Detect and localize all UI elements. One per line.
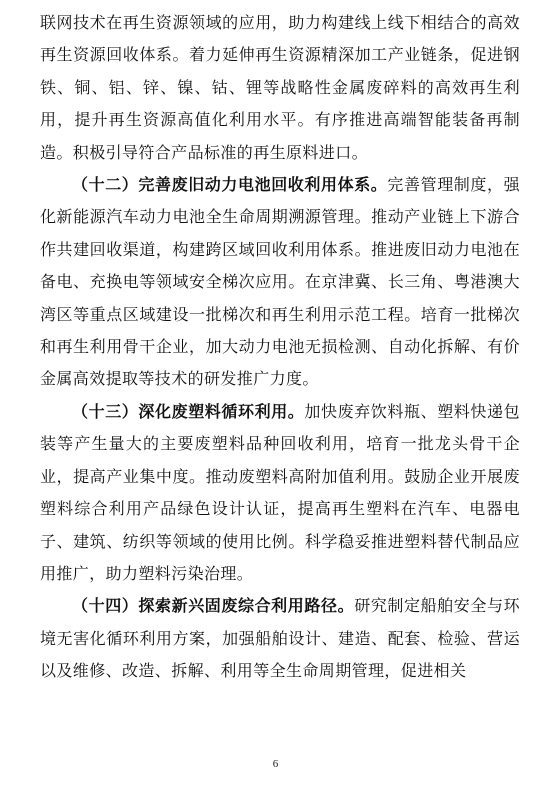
paragraph-text: 加快废弃饮料瓶、塑料快递包装等产生量大的主要废塑料品种回收利用，培育一批龙头骨干企业，提高产业集中度。推动废塑料高附加值利用。鼓励企业开展废塑料综合利用产品绿色设计认证，提高再生塑料在汽车、电器电子、建筑、纺织等领域的使用比例。科学稳妥推进塑料替代制品应用推广，助力塑料污染治理。 (40, 401, 521, 583)
page-number: 6 (272, 758, 279, 770)
paragraph-text: 完善管理制度，强化新能源汽车动力电池全生命周期溯源管理。推动产业链上下游合作共建回收渠道，构建跨区域回收利用体系。推进废旧动力电池在备电、充换电等领域安全梯次应用。在京津冀、长三角、粤港澳大湾区等重点区域建设一批梯次和再生利用示范工程。培育一批梯次和再生利用骨干企业，加大动力电池无损检测、自动化拆解、有价金属高效提取等技术的研发推广力度。 (40, 175, 521, 389)
section-heading: （十三）深化废塑料循环利用。 (72, 401, 305, 421)
paragraph-battery-recycling (40, 169, 520, 396)
paragraph-new-solid-waste (40, 590, 520, 687)
paragraph-plastic-recycling (40, 396, 520, 590)
paragraph-continuation (40, 7, 520, 169)
paragraph-text: 联网技术在再生资源领域的应用，助力构建线上线下相结合的高效再生资源回收体系。着力延伸再生资源精深加工产业链条，促进钢铁、铜、铝、锌、镍、钴、锂等战略性金属废碎料的高效再生利用，提升再生资源高值化利用水平。有序推进高端智能装备再制造。积极引导符合产品标准的再生原料进口。 (40, 13, 520, 162)
section-heading: （十四）探索新兴固废综合利用路径。 (72, 596, 355, 616)
section-heading: （十二）完善废旧动力电池回收利用体系。 (72, 175, 388, 195)
document-body (40, 7, 520, 688)
paragraph-text: 研究制定船舶安全与环境无害化循环利用方案，加强船舶设计、建造、配套、检验、营运以及维修、改造、拆解、利用等全生命周期管理，促进相关 (40, 596, 520, 681)
